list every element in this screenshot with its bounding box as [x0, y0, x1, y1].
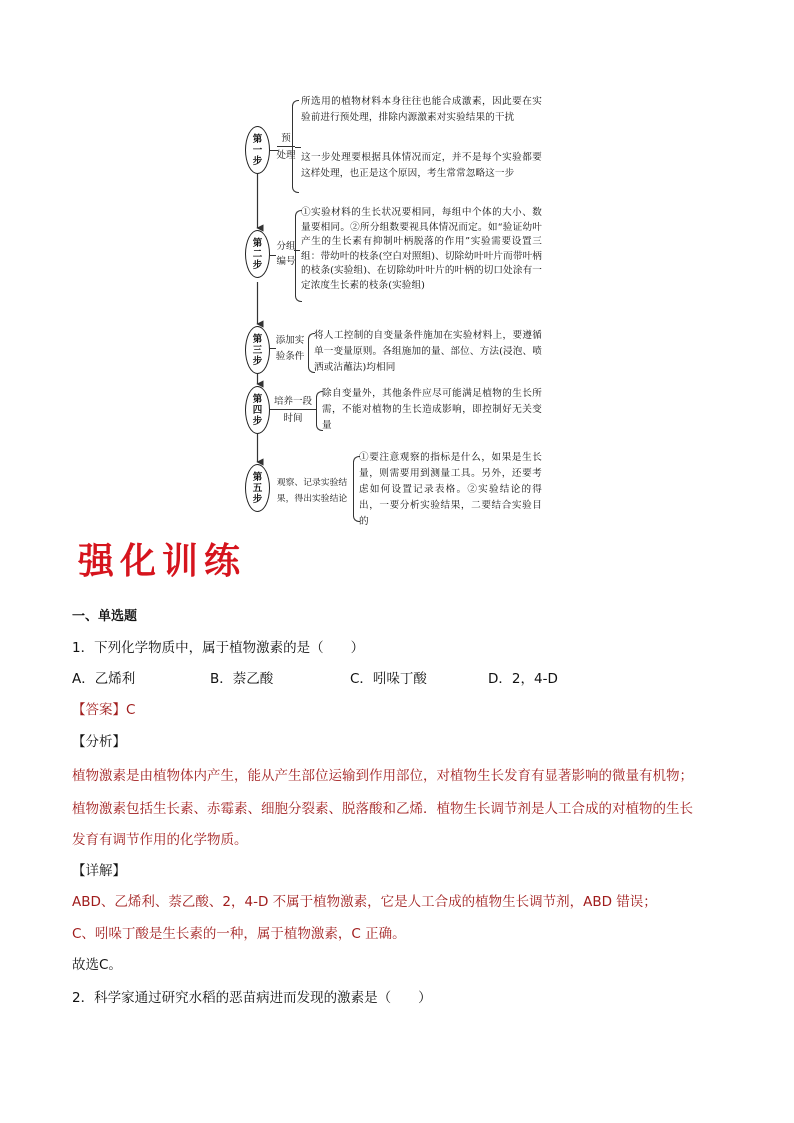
detail-line-2: C、吲哚丁酸是生长素的一种，属于植物激素，C 正确。 [72, 926, 406, 942]
step-1-desc-1: 所选用的植物材料本身往往也能合成激素，因此要在实验前进行预处理，排除内源激素对实验结果的干扰 [301, 96, 542, 123]
step-3-label-a: 添加实 [275, 335, 305, 346]
step-2-label-a: 分组 [276, 241, 296, 252]
step-4-label-a: 培养一段 [270, 395, 316, 410]
option-c[interactable]: C．吲哚丁酸 [350, 671, 427, 687]
step-3-circle: 第 三 步 [245, 326, 270, 374]
step-5-circle: 第 五 步 [245, 464, 270, 512]
step-3-desc: 将人工控制的自变量条件施加在实验材料上，要遵循单一变量原则。各组施加的量、部位、方法(浸泡、喷洒或沾蘸法)均相同 [314, 330, 542, 373]
step-2-desc: ①实验材料的生长状况要相同，每组中个体的大小、数量要相同。②所分组数要视具体情况而定。如“验证幼叶产生的生长素有抑制叶柄脱落的作用”实验需要设置三组：带幼叶的枝条(空白对照组)、切除幼叶叶片而带叶柄的枝条(实验组)、在切除幼叶叶片的叶柄的切口处涂有一定浓度生长素的枝条(实验组) [301, 207, 542, 291]
step-5-desc: ①要注意观察的指标是什么，如果是生长量，则需要用到测量工具。另外，还要考虑如何设置记录表格。②实验结论的得出，一要分析实验结果，二要结合实验目的 [359, 452, 542, 527]
question-1-options [72, 667, 558, 687]
step-1-desc-2: 这一步处理要根据具体情况而定，并不是每个实验都要这样处理，也正是这个原因，考生常常忽略这一步 [301, 152, 542, 179]
option-b[interactable]: B．萘乙酸 [210, 671, 274, 687]
detail-line-1: ABD、乙烯利、萘乙酸、2，4-D 不属于植物激素，它是人工合成的植物生长调节剂，ABD 错误； [72, 894, 657, 910]
step-5-label-a: 观察、记录实验结 [276, 478, 348, 488]
step-1-circle: 第 一 步 [245, 126, 270, 174]
step-4-desc: 除自变量外，其他条件应尽可能满足植物的生长所需，不能对植物的生长造成影响，即控制好无关变量 [322, 388, 542, 431]
analysis-line-2: 植物激素包括生长素、赤霉素、细胞分裂素、脱落酸和乙烯．植物生长调节剂是人工合成的对植物的生长 [72, 801, 693, 817]
section-title: 强化训练 [78, 540, 247, 582]
step-1-label-a: 预 [277, 132, 295, 147]
answer: 【答案】C [72, 702, 136, 718]
experiment-steps-diagram [240, 92, 552, 527]
detail-line-3: 故选C。 [72, 957, 122, 973]
option-a[interactable]: A．乙烯利 [72, 671, 136, 687]
analysis-label: 【分析】 [72, 734, 126, 750]
step-2-circle: 第 二 步 [245, 230, 270, 278]
question-1-stem: 1．下列化学物质中，属于植物激素的是（ ） [72, 640, 365, 656]
option-d[interactable]: D．2，4-D [488, 671, 558, 687]
step-5-label-b: 果，得出实验结论 [276, 494, 348, 504]
step-3-label-b: 验条件 [275, 351, 305, 362]
step-1-label-b: 处理 [276, 150, 296, 161]
step-4-circle: 第 四 步 [245, 386, 270, 434]
step-2-label-b: 编号 [276, 256, 296, 267]
question-2-stem: 2．科学家通过研究水稻的恶苗病进而发现的激素是（ ） [72, 990, 432, 1006]
analysis-line-1: 植物激素是由植物体内产生，能从产生部位运输到作用部位，对植物生长发育有显著影响的微量有机物； [72, 768, 693, 784]
step-4-label-b: 时间 [283, 413, 303, 424]
analysis-line-3: 发育有调节作用的化学物质。 [72, 832, 248, 848]
section-heading: 一、单选题 [72, 609, 138, 624]
detail-label: 【详解】 [72, 863, 126, 879]
